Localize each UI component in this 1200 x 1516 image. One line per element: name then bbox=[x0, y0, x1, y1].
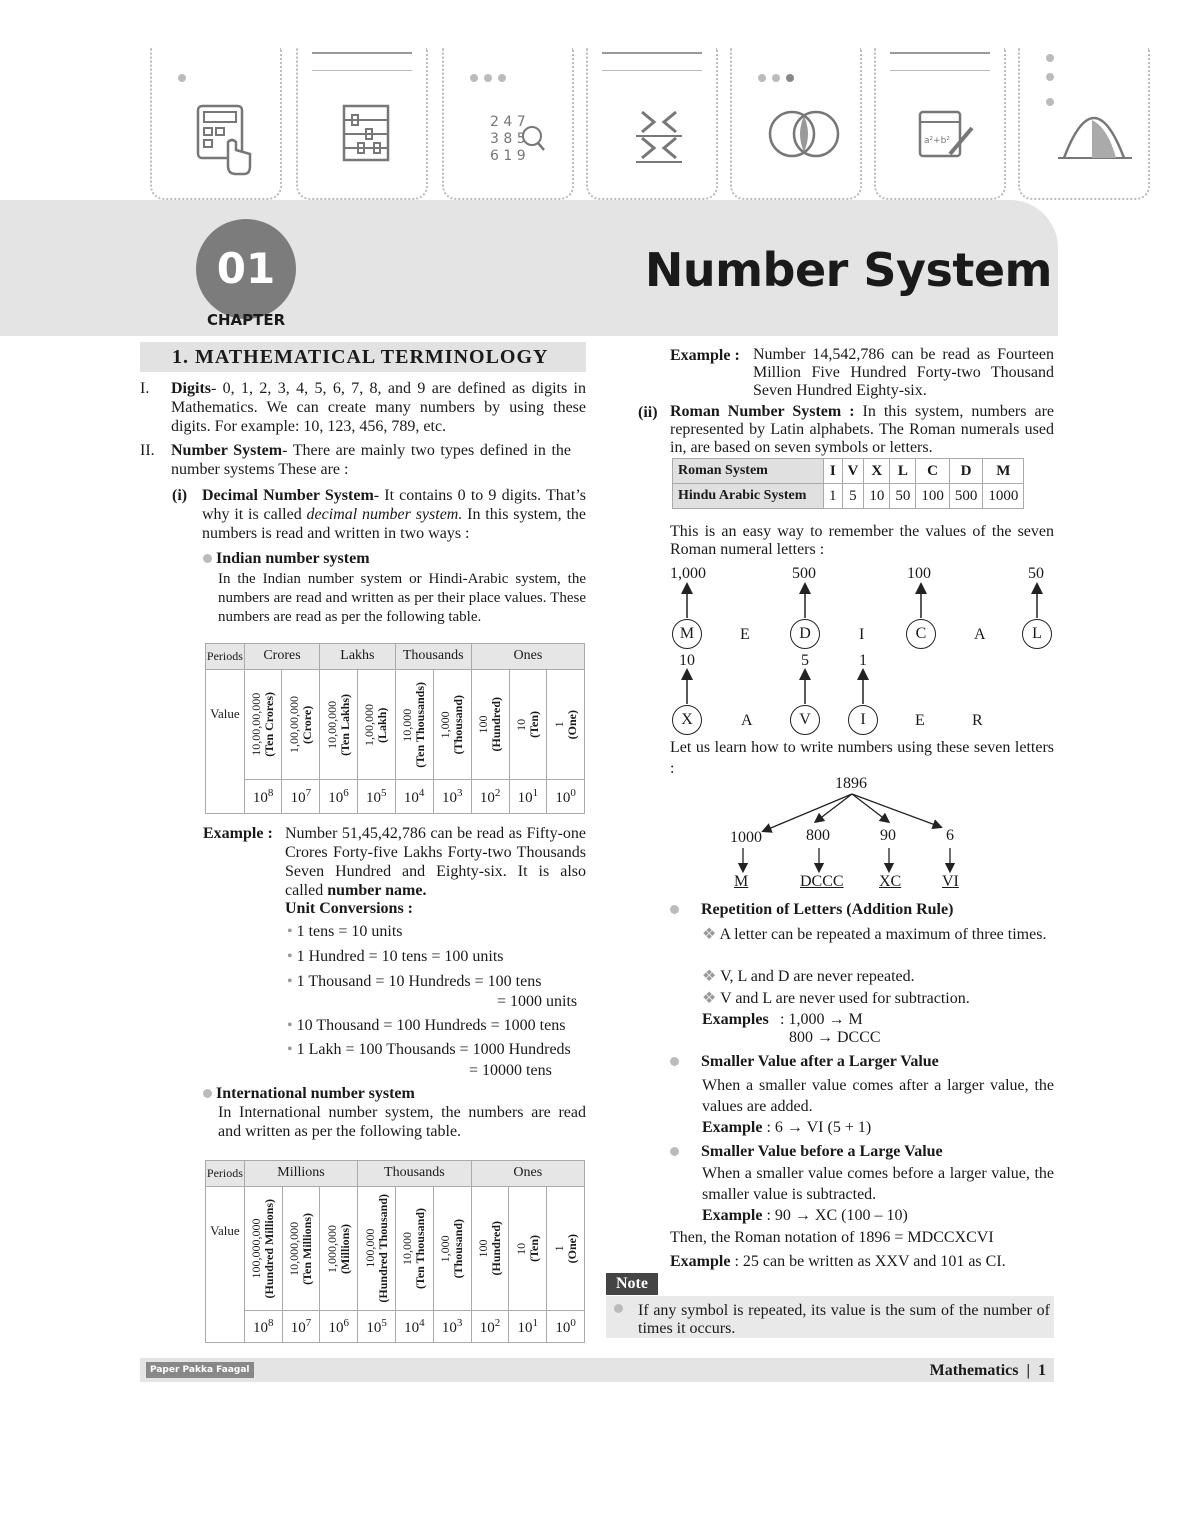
icon-tile-calendar bbox=[874, 48, 1006, 200]
power-cell: $10^3$ bbox=[433, 780, 471, 814]
list-item: • 1 Thousand = 10 Hundreds = 100 tens bbox=[287, 973, 542, 990]
svg-text:6 1 9: 6 1 9 bbox=[490, 148, 526, 164]
icon-tile-bell-curve bbox=[1018, 48, 1150, 200]
letter: A bbox=[974, 626, 986, 643]
tree-part: 1000 bbox=[730, 829, 762, 846]
examples-line: : 1,000 → M bbox=[780, 1011, 863, 1028]
number-grid-icon bbox=[468, 98, 548, 178]
roman-table-cell: C bbox=[916, 459, 950, 484]
letter: I bbox=[859, 626, 865, 643]
value-label: 500 bbox=[792, 565, 816, 582]
value-label: 10 bbox=[679, 652, 695, 669]
period-header: Thousands bbox=[395, 644, 471, 670]
roman-table-cell: D bbox=[949, 459, 983, 484]
roman-row-label: Roman System bbox=[673, 459, 824, 484]
roman-table-cell: I bbox=[824, 459, 843, 484]
place-value-cell: 100 (Hundred) bbox=[471, 670, 509, 780]
svg-text:3 8 5: 3 8 5 bbox=[490, 131, 526, 147]
list-item: • 1 Lakh = 100 Thousands = 1000 Hundreds bbox=[287, 1041, 571, 1058]
tree-part: 800 bbox=[806, 827, 830, 844]
rep-rule: ❖ V, L and D are never repeated. bbox=[702, 968, 915, 985]
place-value-cell: 1 (One) bbox=[547, 1187, 585, 1311]
value-label: 50 bbox=[1028, 565, 1044, 582]
small-before-paragraph: When a smaller value comes before a larger value, the smaller value is subtracted. bbox=[702, 1165, 1054, 1203]
rep-rule: ❖ A letter can be repeated a maximum of three times. bbox=[702, 926, 1047, 943]
sub-num-ii: (ii) bbox=[638, 404, 658, 421]
power-cell: $10^5$ bbox=[357, 780, 395, 814]
icon-tile-inequality bbox=[586, 48, 718, 200]
period-header: Ones bbox=[471, 644, 584, 670]
indian-place-value-table bbox=[205, 643, 585, 814]
place-value-cell: 1,000 (Thousand) bbox=[433, 1187, 471, 1311]
hindu-row-label: Hindu Arabic System bbox=[673, 484, 824, 509]
place-value-cell: 10,000,000 (Ten Millions) bbox=[282, 1187, 320, 1311]
tree-part: 90 bbox=[880, 827, 896, 844]
bullet-icon bbox=[670, 1147, 679, 1156]
place-value-cell: 100,000,000 (Hundred Millions) bbox=[244, 1187, 282, 1311]
place-value-cell: 10,000 (Ten Thousand) bbox=[395, 1187, 433, 1311]
letter: R bbox=[972, 712, 983, 729]
roman-table-cell: 1000 bbox=[983, 484, 1024, 509]
section-heading: 1. MATHEMATICAL TERMINOLOGY bbox=[140, 342, 586, 372]
inequality-icon bbox=[612, 98, 692, 178]
item-num-ii: II. bbox=[140, 442, 155, 459]
list-item: • 10 Thousand = 100 Hundreds = 1000 tens bbox=[287, 1017, 566, 1034]
power-cell: $10^6$ bbox=[320, 1311, 358, 1343]
periods-label: Periods bbox=[206, 1161, 245, 1187]
power-cell: $10^0$ bbox=[547, 1311, 585, 1343]
unit-conversions-heading: Unit Conversions : bbox=[285, 900, 414, 917]
list-item: • 1 Hundred = 10 tens = 100 units bbox=[287, 948, 504, 965]
example-label-right: Example : bbox=[670, 347, 740, 364]
power-cell: $10^8$ bbox=[244, 1311, 282, 1343]
place-value-cell: 1,000 (Thousand) bbox=[433, 670, 471, 780]
small-before-heading: Smaller Value before a Large Value bbox=[670, 1142, 943, 1161]
list-item-cont: = 1000 units bbox=[497, 993, 578, 1010]
learn-paragraph: Let us learn how to write numbers using these seven letters : bbox=[670, 739, 1054, 777]
page-footer bbox=[140, 1358, 1054, 1382]
period-header: Ones bbox=[471, 1161, 584, 1187]
letter-circle: C bbox=[906, 619, 936, 649]
note-label: Note bbox=[606, 1273, 658, 1295]
item-num-i: I. bbox=[140, 380, 150, 397]
place-value-cell: 100 (Hundred) bbox=[471, 1187, 509, 1311]
icon-tile-abacus bbox=[296, 48, 428, 200]
indian-heading: Indian number system bbox=[203, 549, 370, 568]
small-after-paragraph: When a smaller value comes after a larger value, the values are added. bbox=[702, 1077, 1054, 1115]
example-paragraph-right: Number 14,542,786 can be read as Fourteen Million Five Hundred Forty-two Thousand Seven Hundred Eighty-six. bbox=[753, 346, 1054, 399]
value-label: Value bbox=[206, 670, 245, 814]
digits-paragraph: Digits- 0, 1, 2, 3, 4, 5, 6, 7, 8, and 9 are defined as digits in Mathematics. We can create many numbers by using these digits. For example: 10, 123, 456, 789, etc. bbox=[171, 380, 586, 435]
letter: E bbox=[915, 712, 925, 729]
example-paragraph: Number 51,45,42,786 can be read as Fifty-one Crores Forty-five Lakhs Forty-two Thousands Seven Hundred and Eighty-six. It is also called number name. bbox=[285, 825, 586, 899]
letter-circle: M bbox=[672, 619, 702, 649]
letter: E bbox=[740, 626, 750, 643]
example-label: Example : bbox=[203, 825, 273, 842]
power-cell: $10^3$ bbox=[433, 1311, 471, 1343]
then-paragraph: Then, the Roman notation of 1896 = MDCCXCVI bbox=[670, 1229, 994, 1246]
small-after-example: Example : 6 → VI (5 + 1) bbox=[702, 1119, 872, 1136]
power-cell: $10^2$ bbox=[471, 780, 509, 814]
tree-root: 1896 bbox=[835, 775, 867, 792]
small-after-heading: Smaller Value after a Larger Value bbox=[670, 1052, 939, 1071]
bullet-icon bbox=[203, 1089, 212, 1098]
letter-circle: D bbox=[790, 619, 820, 649]
calendar-formula-icon bbox=[900, 98, 980, 178]
power-cell: $10^1$ bbox=[509, 780, 547, 814]
calculator-icon bbox=[176, 98, 256, 178]
tree-roman: M bbox=[734, 873, 749, 890]
icon-tile-calculator bbox=[150, 48, 282, 200]
place-value-cell: 1 (One) bbox=[547, 670, 585, 780]
value-label: 1,000 bbox=[670, 565, 706, 582]
svg-text:2 4 7: 2 4 7 bbox=[490, 114, 526, 130]
power-cell: $10^6$ bbox=[320, 780, 358, 814]
roman-table-cell: 500 bbox=[949, 484, 983, 509]
tree-roman: VI bbox=[942, 873, 959, 890]
power-cell: $10^2$ bbox=[471, 1311, 509, 1343]
chapter-label: CHAPTER bbox=[207, 311, 286, 329]
place-value-cell: 1,00,00,000 (Crore) bbox=[282, 670, 320, 780]
remember-paragraph: This is an easy way to remember the values of the seven Roman numeral letters : bbox=[670, 523, 1054, 558]
icon-tile-venn bbox=[730, 48, 862, 200]
decimal-system-paragraph: Decimal Number System- It contains 0 to 9 digits. That’s why it is called decimal number system. In this system, the numbers is read and written in two ways : bbox=[202, 487, 587, 542]
note-box bbox=[606, 1296, 1054, 1338]
roman-table-cell: M bbox=[983, 459, 1024, 484]
note-text: If any symbol is repeated, its value is the sum of the number of times it occurs. bbox=[638, 1302, 1050, 1337]
roman-table-cell: X bbox=[864, 459, 890, 484]
indian-paragraph: In the Indian number system or Hindi-Arabic system, the numbers are read and written as per their place values. These numbers are read as per the following table. bbox=[218, 571, 586, 625]
examples-line: 800 → DCCC bbox=[789, 1029, 881, 1046]
periods-label: Periods bbox=[206, 644, 245, 670]
small-before-example: Example : 90 → XC (100 – 10) bbox=[702, 1207, 908, 1224]
roman-table-cell: L bbox=[890, 459, 916, 484]
power-cell: $10^1$ bbox=[509, 1311, 547, 1343]
sub-num-i: (i) bbox=[172, 487, 188, 504]
letter: A bbox=[741, 712, 753, 729]
intl-paragraph: In International number system, the numbers are read and written as per the following table. bbox=[218, 1104, 586, 1140]
rep-heading: Repetition of Letters (Addition Rule) bbox=[670, 900, 953, 919]
venn-diagram-icon bbox=[756, 98, 846, 178]
value-label: 100 bbox=[907, 565, 931, 582]
period-header: Lakhs bbox=[320, 644, 395, 670]
power-cell: $10^5$ bbox=[358, 1311, 396, 1343]
roman-table-cell: V bbox=[842, 459, 864, 484]
bullet-icon bbox=[203, 554, 212, 563]
roman-table-cell: 50 bbox=[890, 484, 916, 509]
letter-circle: X bbox=[672, 705, 702, 735]
place-value-cell: 10,00,000 (Ten Lakhs) bbox=[320, 670, 358, 780]
final-example: Example : 25 can be written as XXV and 101 as CI. bbox=[670, 1253, 1006, 1270]
tree-roman: DCCC bbox=[800, 873, 844, 890]
letter-circle: L bbox=[1022, 619, 1052, 649]
place-value-cell: 1,000,000 (Millions) bbox=[320, 1187, 358, 1311]
roman-table-cell: 5 bbox=[842, 484, 864, 509]
power-cell: $10^4$ bbox=[395, 1311, 433, 1343]
power-cell: $10^8$ bbox=[244, 780, 282, 814]
tree-part: 6 bbox=[946, 827, 954, 844]
rep-rule: ❖ V and L are never used for subtraction. bbox=[702, 990, 970, 1007]
value-label: 5 bbox=[801, 652, 809, 669]
footer-page-info: Mathematics | 1 bbox=[929, 1362, 1046, 1379]
place-value-cell: 10 (Ten) bbox=[509, 1187, 547, 1311]
power-cell: $10^0$ bbox=[547, 780, 585, 814]
svg-text:a²+b²: a²+b² bbox=[924, 136, 950, 146]
brand-logo: Paper Pakka Faagal bbox=[146, 1362, 254, 1378]
place-value-cell: 10,00,00,000 (Ten Crores) bbox=[244, 670, 282, 780]
roman-table-cell: 100 bbox=[916, 484, 950, 509]
bullet-icon bbox=[670, 905, 679, 914]
number-system-paragraph: Number System- There are mainly two types defined in the number systems These are : bbox=[171, 442, 571, 478]
place-value-cell: 10 (Ten) bbox=[509, 670, 547, 780]
value-label: Value bbox=[206, 1187, 245, 1343]
roman-table bbox=[672, 458, 1024, 509]
list-item: • 1 tens = 10 units bbox=[287, 923, 403, 940]
bell-curve-icon bbox=[1044, 98, 1134, 178]
value-label: 1 bbox=[859, 652, 867, 669]
power-cell: $10^7$ bbox=[282, 780, 320, 814]
bullet-icon bbox=[614, 1304, 623, 1313]
chapter-number: 01 bbox=[196, 219, 296, 319]
power-cell: $10^7$ bbox=[282, 1311, 320, 1343]
power-cell: $10^4$ bbox=[395, 780, 433, 814]
period-header: Millions bbox=[244, 1161, 357, 1187]
roman-table-cell: 10 bbox=[864, 484, 890, 509]
place-value-cell: 1,00,000 (Lakh) bbox=[357, 670, 395, 780]
period-header: Thousands bbox=[358, 1161, 471, 1187]
place-value-cell: 100,000 (Hundred Thousand) bbox=[358, 1187, 396, 1311]
abacus-icon bbox=[322, 98, 402, 178]
icon-tile-number-grid bbox=[442, 48, 574, 200]
place-value-cell: 10,000 (Ten Thousands) bbox=[395, 670, 433, 780]
period-header: Crores bbox=[244, 644, 319, 670]
list-item-cont: = 10000 tens bbox=[469, 1062, 552, 1079]
chapter-title: Number System bbox=[644, 243, 1052, 297]
roman-paragraph: Roman Number System : In this system, numbers are represented by Latin alphabets. The Roman numerals used in, are based on seven symbols or letters. bbox=[670, 403, 1054, 456]
letter-circle: I bbox=[848, 705, 878, 735]
bullet-icon bbox=[670, 1057, 679, 1066]
roman-table-cell: 1 bbox=[824, 484, 843, 509]
examples-label: Examples bbox=[702, 1011, 769, 1028]
intl-place-value-table bbox=[205, 1160, 585, 1343]
letter-circle: V bbox=[790, 705, 820, 735]
intl-heading: International number system bbox=[203, 1084, 415, 1103]
tree-roman: XC bbox=[879, 873, 902, 890]
